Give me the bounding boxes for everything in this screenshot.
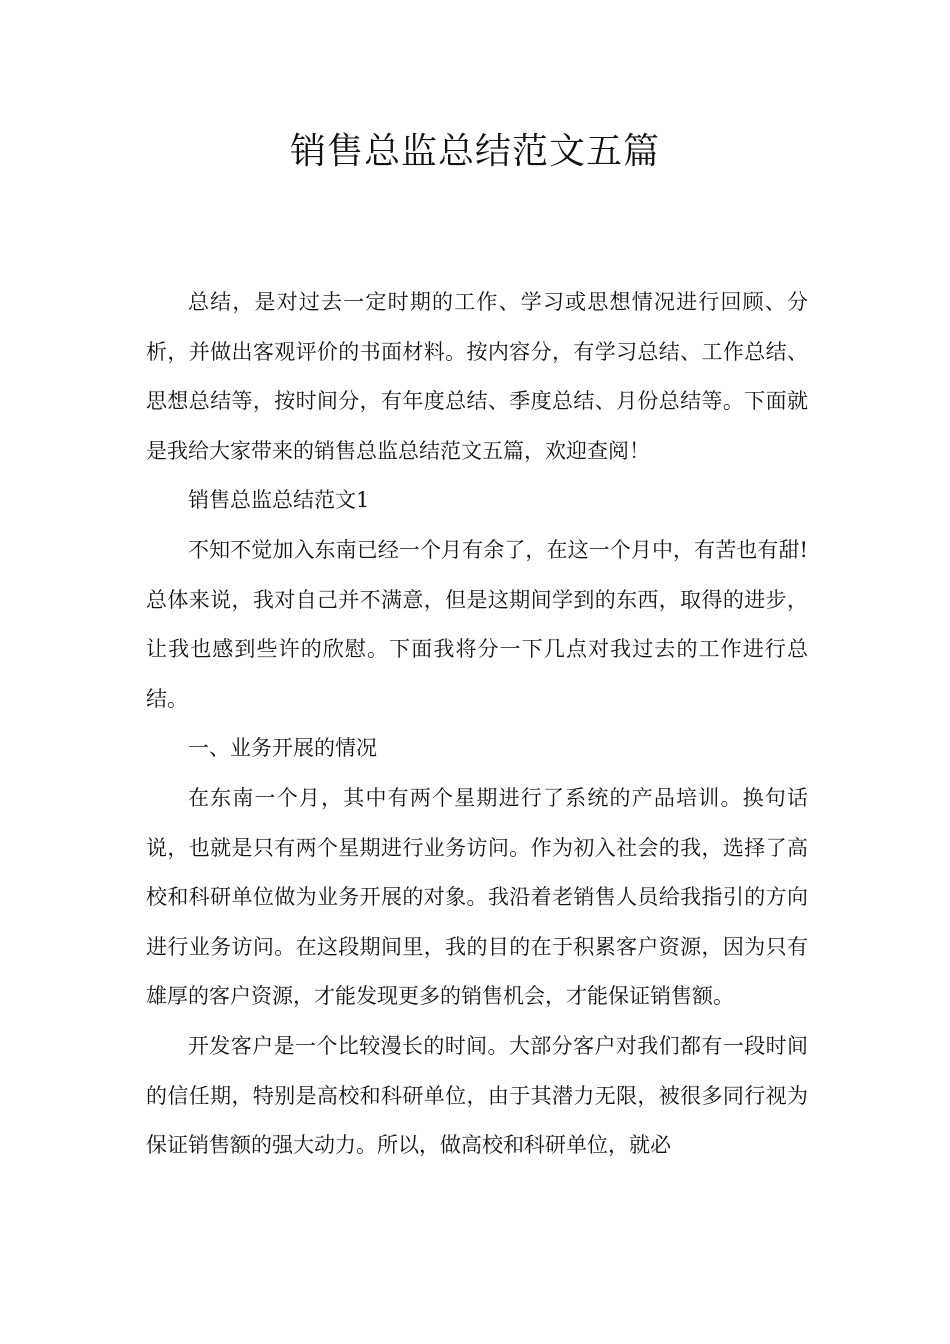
section-heading-business: 一、业务开展的情况 <box>188 736 377 761</box>
document-body <box>146 278 808 1171</box>
section-heading-sample-1: 销售总监总结范文1 <box>188 488 370 513</box>
paragraph-intro: 总结，是对过去一定时期的工作、学习或思想情况进行回顾、分析，并做出客观评价的书面材料。按内容分，有学习总结、工作总结、思想总结等，按时间分，有年度总结、季度总结、月份总结等。下面就是我给大家带来的销售总监总结范文五篇，欢迎查阅！ <box>146 290 808 463</box>
document-title: 销售总监总结范文五篇 <box>289 131 660 172</box>
paragraph: 不知不觉加入东南已经一个月有余了，在这一个月中，有苦也有甜!总体来说，我对自己并不满意，但是这期间学到的东西，取得的进步，让我也感到些许的欣慰。下面我将分一下几点对我过去的工作进行总结。 <box>146 537 808 711</box>
paragraph: 在东南一个月，其中有两个星期进行了系统的产品培训。换句话说，也就是只有两个星期进行业务访问。作为初入社会的我，选择了高校和科研单位做为业务开展的对象。我沿着老销售人员给我指引的方向进行业务访问。在这段期间里，我的目的在于积累客户资源，因为只有雄厚的客户资源，才能发现更多的销售机会，才能保证销售额。 <box>146 785 808 1009</box>
paragraph: 开发客户是一个比较漫长的时间。大部分客户对我们都有一段时间的信任期，特别是高校和科研单位，由于其潜力无限，被很多同行视为保证销售额的强大动力。所以，做高校和科研单位，就必 <box>146 1033 808 1158</box>
